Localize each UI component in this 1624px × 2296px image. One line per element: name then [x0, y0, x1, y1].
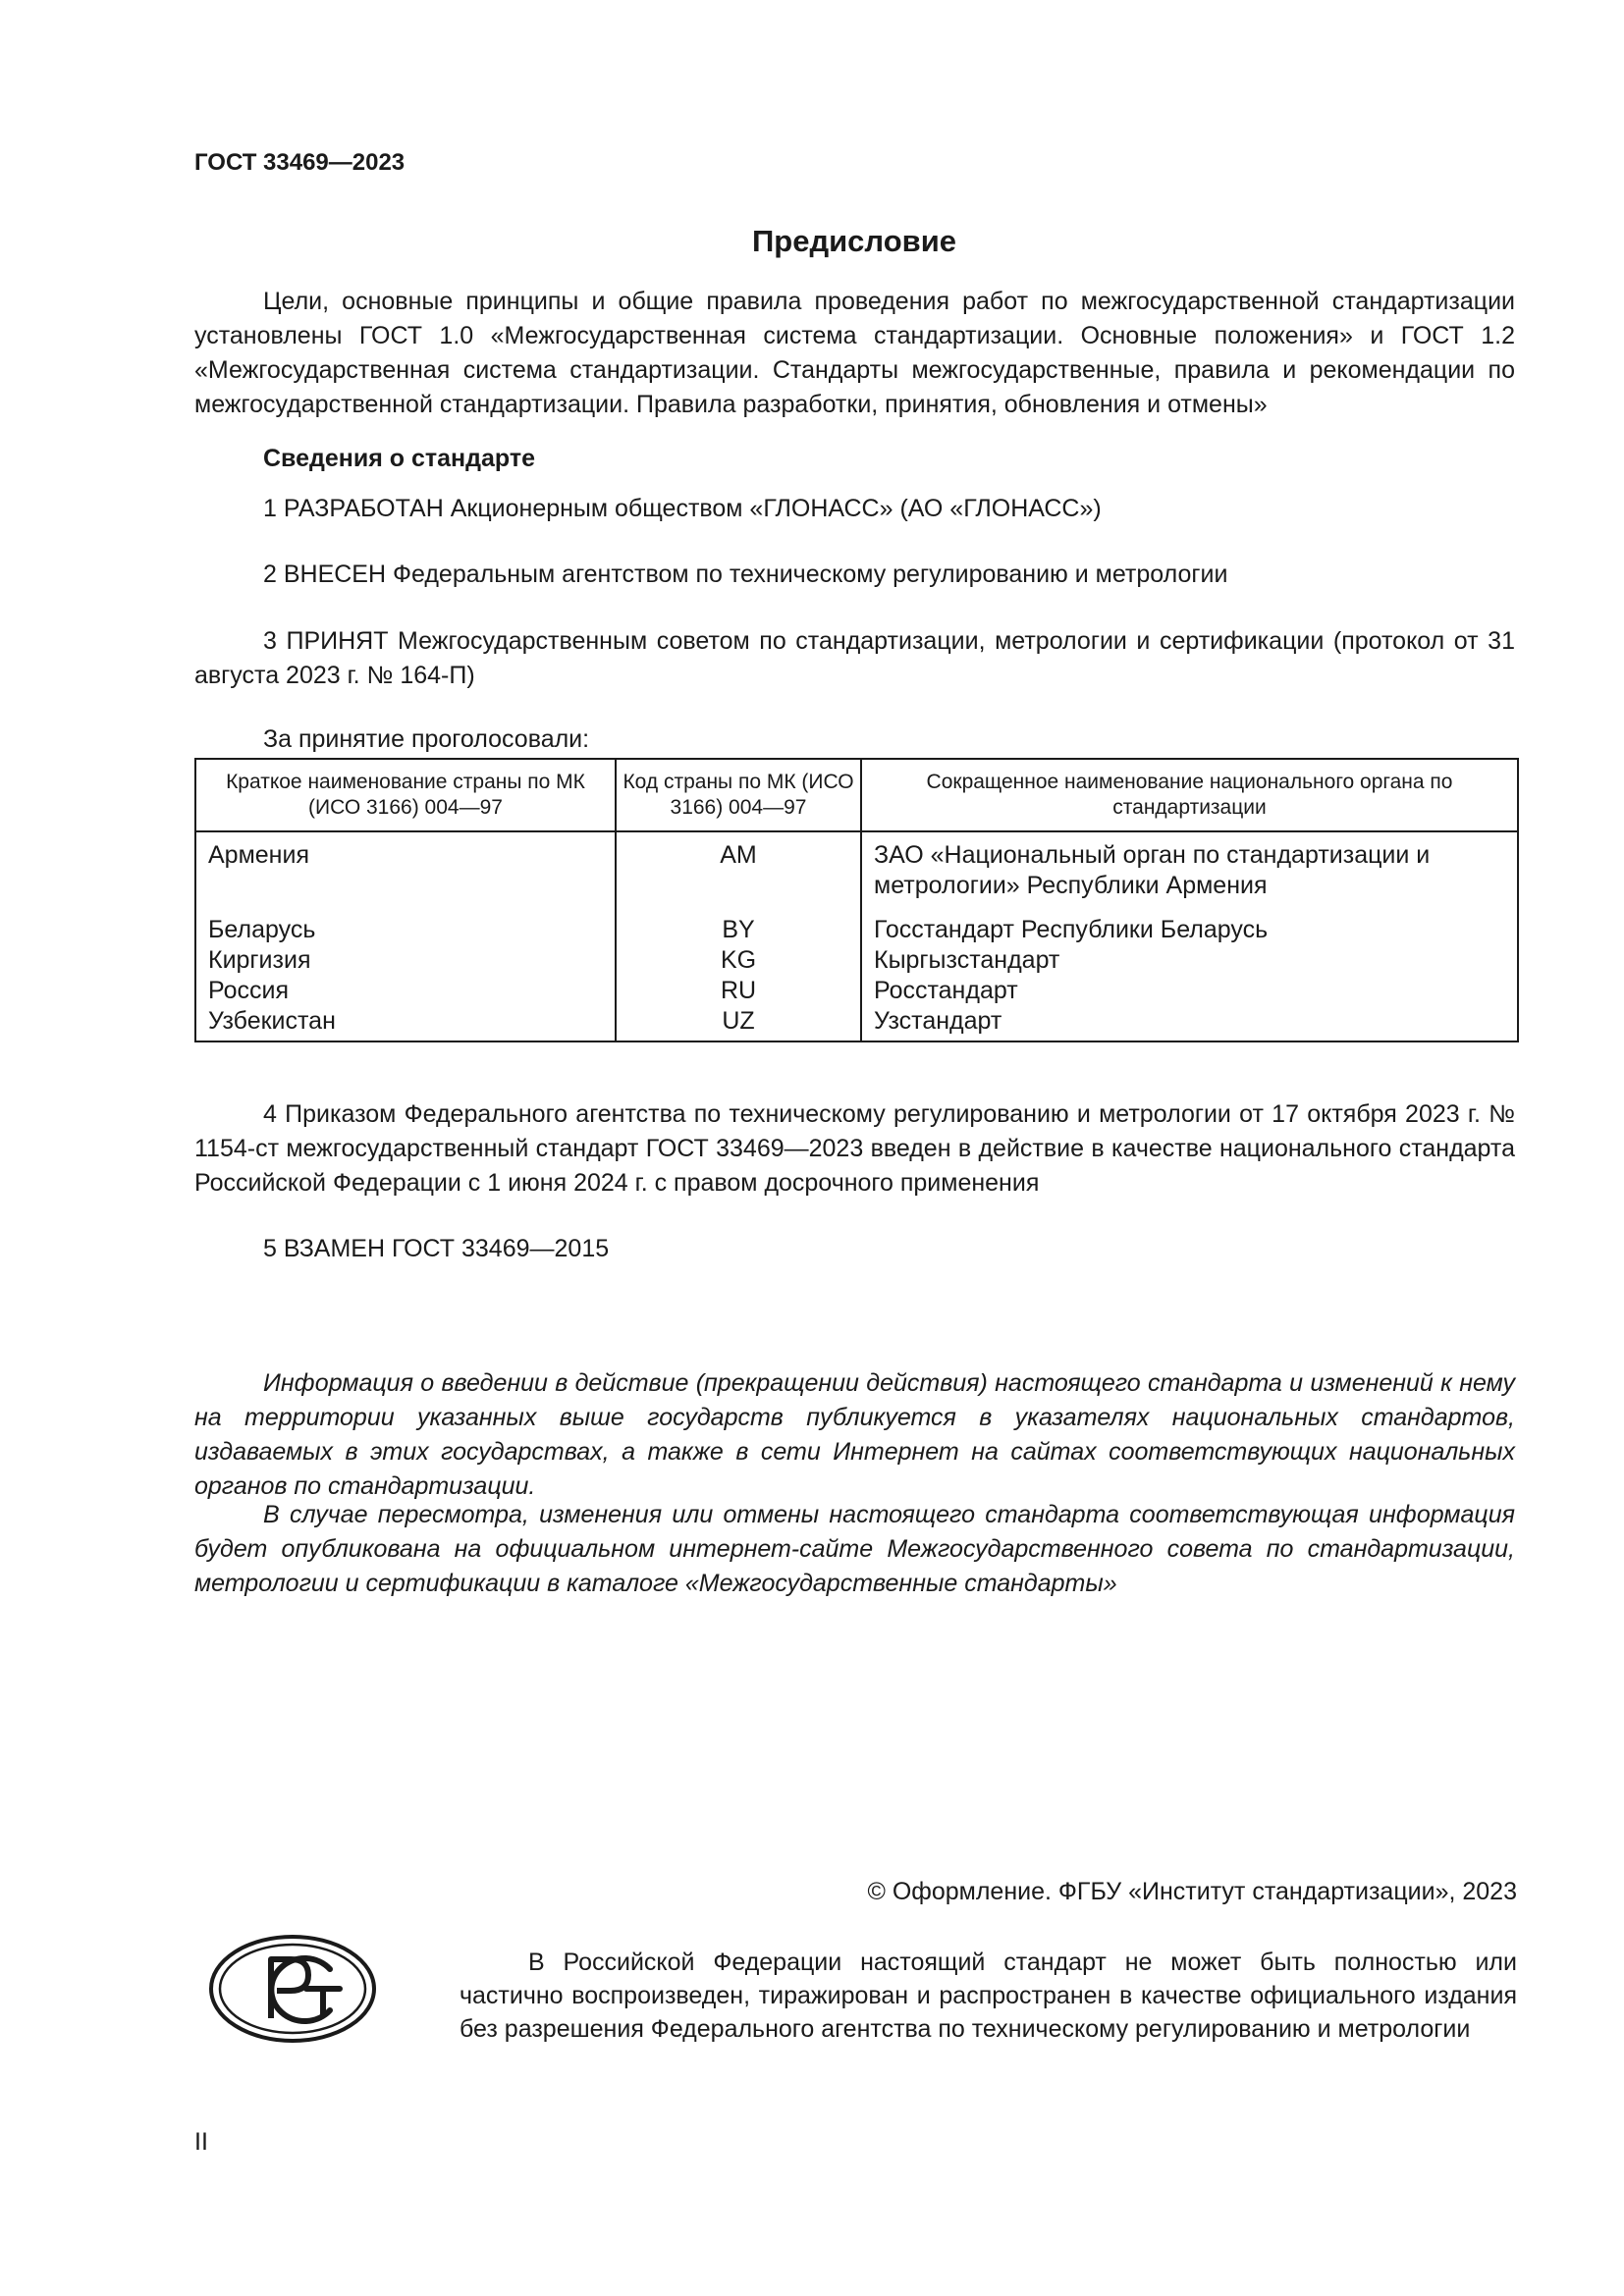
table-row	[195, 831, 1518, 915]
item-enacted: 4 Приказом Федерального агентства по техническому регулированию и метрологии от 17 октября 2023 г. № 1154-ст межгосударственный стандарт ГОСТ 33469—2023 введен в действие в качестве национального стандарта Российской Федерации с 1 июня 2024 г. с правом досрочного применения	[194, 1100, 1515, 1197]
pct-certification-logo	[208, 1934, 377, 2044]
cell-body: Росстандарт	[861, 976, 1518, 1006]
notice-paragraph-1: Информация о введении в действие (прекращении действия) настоящего стандарта и изменений к нему на территории указанных выше государств публикуется в указателях национальных стандартов, издаваемых в этих государствах, а также в сети Интернет на сайтах соответствующих национальных органов по стандартизации.	[194, 1369, 1515, 1500]
cell-body: Госстандарт Республики Беларусь	[861, 915, 1518, 945]
page-number: II	[194, 2128, 208, 2156]
notice-paragraph-2: В случае пересмотра, изменения или отмены настоящего стандарта соответствующая информация будет опубликована на официальном интернет-сайте Межгосударственного совета по стандартизации, метрологии и сертификации в каталоге «Межгосударственные стандарты»	[194, 1501, 1515, 1597]
header-country: Краткое наименование страны по МК (ИСО 3166) 004—97	[195, 759, 616, 831]
copyright-line: © Оформление. ФГБУ «Институт стандартизации», 2023	[867, 1878, 1517, 1905]
cell-country: Беларусь	[195, 915, 616, 945]
item-developed: 1 РАЗРАБОТАН Акционерным обществом «ГЛОНАСС» (АО «ГЛОНАСС»)	[263, 495, 1102, 522]
cell-code: BY	[616, 915, 861, 945]
table-row	[195, 976, 1518, 1006]
table-row	[195, 945, 1518, 976]
cell-country: Узбекистан	[195, 1006, 616, 1041]
table-row	[195, 915, 1518, 945]
item-submitted: 2 ВНЕСЕН Федеральным агентством по техническому регулированию и метрологии	[263, 561, 1228, 588]
cell-code: AM	[616, 831, 861, 915]
voting-table	[194, 758, 1519, 1042]
voted-label: За принятие проголосовали:	[263, 725, 590, 753]
item-replaces: 5 ВЗАМЕН ГОСТ 33469—2015	[263, 1235, 610, 1262]
intro-paragraph: Цели, основные принципы и общие правила проведения работ по межгосударственной стандартизации установлены ГОСТ 1.0 «Межгосударственная система стандартизации. Основные положения» и ГОСТ 1.2 «Межгосударственная система стандартизации. Стандарты межгосударственные, правила и рекомендации по межгосударственной стандартизации. Правила разработки, принятия, обновления и отмены»	[194, 288, 1515, 418]
cell-country: Россия	[195, 976, 616, 1006]
reproduction-notice: В Российской Федерации настоящий стандарт не может быть полностью или частично воспроизведен, тиражирован и распространен в качестве официального издания без разрешения Федерального агентства по техническому регулированию и метрологии	[460, 1949, 1517, 2043]
info-heading: Сведения о стандарте	[263, 445, 536, 472]
table-header-row	[195, 759, 1518, 831]
cell-body: Узстандарт	[861, 1006, 1518, 1041]
cell-code: KG	[616, 945, 861, 976]
cell-country: Армения	[195, 831, 616, 915]
page-title: Предисловие	[751, 224, 956, 258]
cell-body: ЗАО «Национальный орган по стандартизации и метрологии» Республики Армения	[861, 831, 1518, 915]
item-adopted: 3 ПРИНЯТ Межгосударственным советом по стандартизации, метрологии и сертификации (протокол от 31 августа 2023 г. № 164-П)	[194, 627, 1515, 689]
document-code: ГОСТ 33469—2023	[194, 149, 406, 176]
cell-code: RU	[616, 976, 861, 1006]
cell-code: UZ	[616, 1006, 861, 1041]
cell-country: Киргизия	[195, 945, 616, 976]
cell-body: Кыргызстандарт	[861, 945, 1518, 976]
header-body: Сокращенное наименование национального органа по стандартизации	[861, 759, 1518, 831]
table-row	[195, 1006, 1518, 1041]
header-code: Код страны по МК (ИСО 3166) 004—97	[616, 759, 861, 831]
